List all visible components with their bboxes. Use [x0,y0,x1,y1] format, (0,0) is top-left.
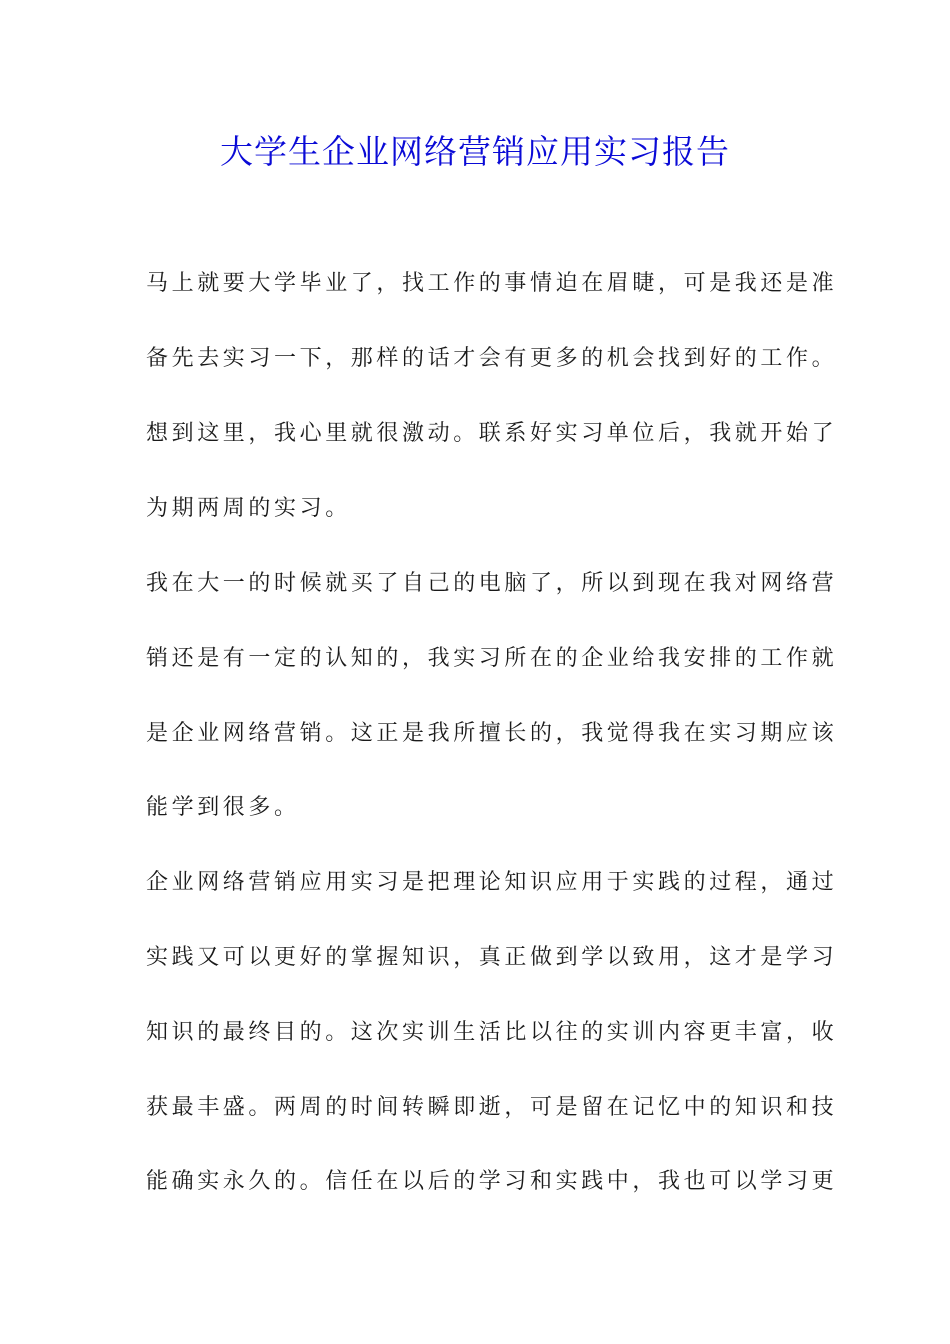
body-line: 销还是有一定的认知的，我实习所在的企业给我安排的工作就 [146,646,838,671]
body-line: 能学到很多。 [146,795,300,820]
body-line: 想到这里，我心里就很激动。联系好实习单位后，我就开始了 [146,421,838,446]
body-line: 能确实永久的。信任在以后的学习和实践中，我也可以学习更 [146,1169,838,1194]
body-line: 是企业网络营销。这正是我所擅长的，我觉得我在实习期应该 [146,721,838,746]
body-line: 知识的最终目的。这次实训生活比以往的实训内容更丰富，收 [146,1020,838,1045]
document-title: 大学生企业网络营销应用实习报告 [220,132,730,171]
body-line: 为期两周的实习。 [146,496,351,521]
body-line: 获最丰盛。两周的时间转瞬即逝，可是留在记忆中的知识和技 [146,1095,838,1120]
body-line: 实践又可以更好的掌握知识，真正做到学以致用，这才是学习 [146,945,838,970]
body-line: 企业网络营销应用实习是把理论知识应用于实践的过程，通过 [146,870,838,895]
body-line: 马上就要大学毕业了，找工作的事情迫在眉睫，可是我还是准 [146,271,838,296]
body-line: 备先去实习一下，那样的话才会有更多的机会找到好的工作。 [146,346,838,371]
body-line: 我在大一的时候就买了自己的电脑了，所以到现在我对网络营 [146,571,838,596]
